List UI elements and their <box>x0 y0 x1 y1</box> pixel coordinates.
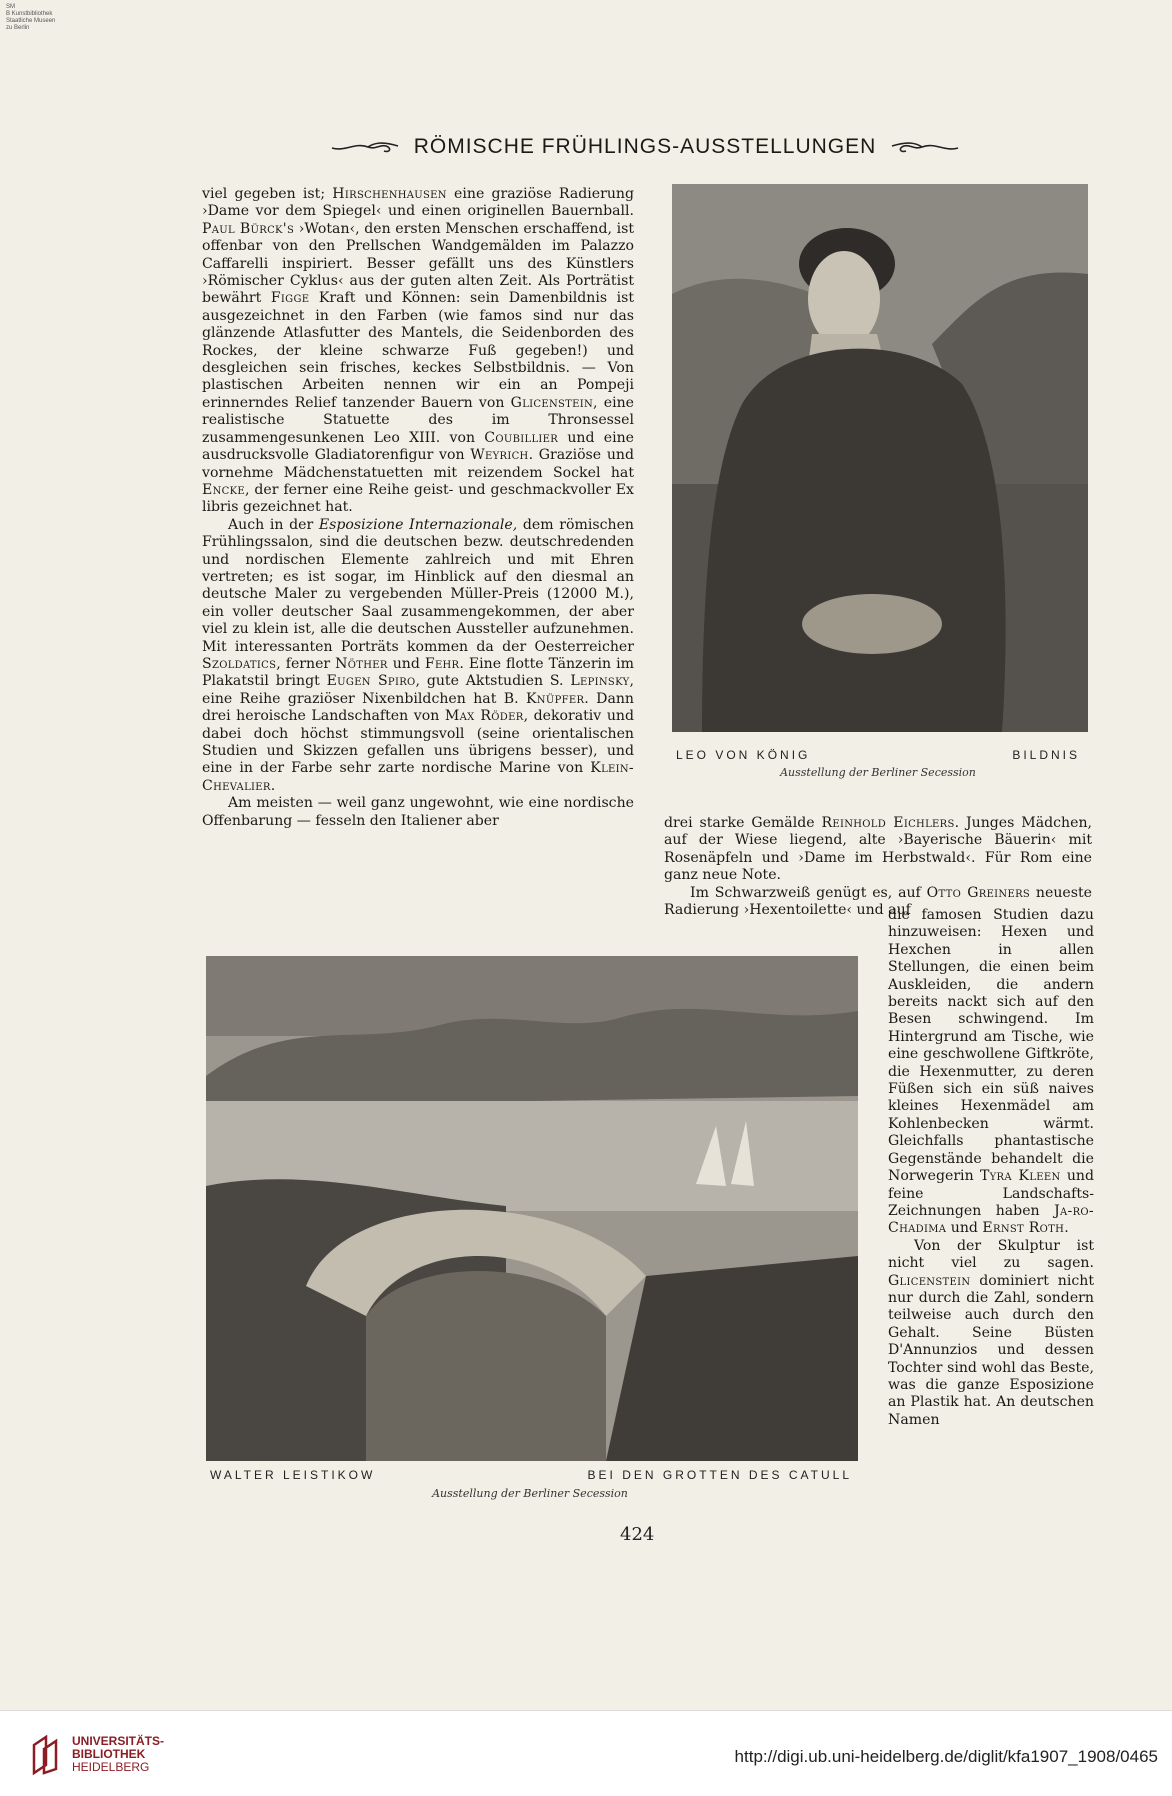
page-number: 424 <box>620 1524 655 1545</box>
name-smallcaps: Klein-Chevalier <box>202 760 634 794</box>
landscape-painting <box>206 956 858 1461</box>
left-flourish-icon <box>330 138 400 156</box>
landscape-exhibit: Ausstellung der Berliner Secession <box>432 1487 628 1500</box>
paragraph: drei starke Gemälde Reinhold Eichlers. Junges Mädchen, auf der Wiese liegend, alte ›Bayerische Bäuerin‹ mit Rosenäpfeln und ›Dame im Herbstwald‹. Für Rom eine ganz neue Note. <box>664 815 1092 884</box>
library-stamp <box>6 4 76 32</box>
landscape-artist: WALTER LEISTIKOW <box>210 1468 376 1482</box>
name-smallcaps: Max Röder <box>444 708 524 725</box>
name-smallcaps: Encke <box>202 481 245 498</box>
name-smallcaps: Ernst Roth <box>982 1220 1065 1237</box>
source-url-link[interactable]: http://digi.ub.uni-heidelberg.de/diglit/kfa1907_1908/0465 <box>734 1747 1158 1766</box>
stamp-line: SM <box>6 4 15 10</box>
name-smallcaps: Ja-ro-Chadima <box>888 1202 1094 1237</box>
portrait-image <box>672 184 1088 732</box>
paragraph: Von der Skulptur ist nicht viel zu sagen. Glicenstein dominiert nicht nur durch die Zahl, sondern teilweise auch durch den Gehalt. Seine Büsten D'Annunzios und dessen Tochter sind wohl das Beste, was die ganze Esposizione an Plastik hat. An deutschen Namen <box>888 1237 1094 1428</box>
page-title: RÖMISCHE FRÜHLINGS-AUSSTELLUNGEN <box>413 135 877 158</box>
portrait-artist: LEO VON KÖNIG <box>676 748 811 762</box>
running-header <box>280 132 1010 162</box>
logo-line: UNIVERSITÄTS- <box>72 1734 165 1748</box>
name-smallcaps: Fehr <box>424 655 460 672</box>
landscape-title: BEI DEN GROTTEN DES CATULL <box>587 1468 852 1482</box>
name-smallcaps: Glicenstein <box>510 394 594 411</box>
name-smallcaps: Nöther <box>335 655 388 672</box>
italic-phrase: Esposizione Internazionale, <box>318 516 518 533</box>
name-smallcaps: Figge <box>270 290 310 307</box>
right-flourish-icon <box>890 138 960 156</box>
name-smallcaps: Otto Greiners <box>926 884 1031 901</box>
landscape-image <box>206 956 858 1461</box>
landscape-caption <box>210 1468 852 1482</box>
narrow-text-column <box>888 907 1094 1429</box>
logo-line: HEIDELBERG <box>72 1760 150 1774</box>
name-smallcaps: Lepinsky <box>570 673 630 690</box>
portrait-exhibit: Ausstellung der Berliner Secession <box>780 766 976 779</box>
logo-line: BIBLIOTHEK <box>72 1747 146 1761</box>
library-logo-icon <box>30 1733 66 1777</box>
name-smallcaps: Weyrich <box>470 447 529 464</box>
name-smallcaps: Glicenstein <box>888 1272 971 1289</box>
name-smallcaps: Coubillier <box>484 429 559 446</box>
portrait-caption <box>676 748 1080 762</box>
name-smallcaps: Eugen Spiro <box>326 673 416 690</box>
stamp-line: Staatliche Museen <box>6 18 56 24</box>
footer-bar <box>0 1710 1172 1796</box>
name-smallcaps: Szoldatics <box>202 655 277 672</box>
paragraph: viel gegeben ist; Hirschenhausen eine graziöse Radierung ›Dame vor dem Spiegel‹ und einen originellen Bauernball. Paul Bürck's ›Wotan‹, den ersten Menschen erschaffend, ist offenbar von den Prellschen Wandgemälden im Palazzo Caffarelli inspiriert. Besser gefällt uns des Künstlers ›Römischer Cyklus‹ aus der guten alten Zeit. Als Porträtist bewährt Figge Kraft und Können: sein Damenbildnis ist ausgezeichnet in den Farben (wie famos sind nur das glänzende Atlasfutter des Mantels, die Seidenborden des Rockes, der kleine schwarze Fuß gegeben!) und desgleichen sein frisches, keckes Selbstbildnis. — Von plastischen Arbeiten nennen wir ein an Pompeji erinnerndes Relief tanzender Bauern von Glicenstein, eine realistische Statuette des im Thronsessel zusammengesunkenen Leo XIII. von Coubillier und eine ausdrucksvolle Gladiatorenfigur von Weyrich. Graziöse und vornehme Mädchenstatuetten mit reizendem Sockel hat Encke, der ferner eine Reihe geist- und geschmackvoller Ex libris gezeichnet hat. <box>202 186 635 516</box>
name-smallcaps: Hirschenhausen <box>332 186 447 202</box>
portrait-title: BILDNIS <box>1012 748 1080 762</box>
paragraph: die famosen Studien dazu hinzuweisen: Hexen und Hexchen in allen Stellungen, die einen beim Auskleiden, die andern bereits nackt sich auf den Besen schwingend. Im Hintergrund am Tische, wie eine geschwollene Giftkröte, die Hexenmutter, zu deren Füßen sich ein süß naives kleines Hexenmädel am Kohlenbecken wärmt. Gleichfalls phantastische Gegenstände behandelt die Norwegerin Tyra Kleen und feine Landschafts-Zeichnungen haben Ja-ro-Chadima und Ernst Roth. <box>888 907 1095 1237</box>
name-smallcaps: Knüpfer <box>525 690 585 707</box>
paragraph: Im Schwarzweiß genügt es, auf Otto Greiners neueste Radierung ›Hexentoilette‹ und auf <box>664 884 1092 919</box>
paragraph: Auch in der Esposizione Internazionale, dem römischen Frühlingssalon, sind die deutschen bezw. deutschredenden und nordischen Elemente zahlreich und mit Ehren vertreten; es ist sogar, im Hinblick auf den diesmal an deutsche Maler zu vergebenden Müller-Preis (12000 M.), ein voller deutscher Saal zusammengekommen, der aber viel zu klein ist, alle die deutschen Aussteller aufzunehmen. Mit interessanten Porträts kommen da der Oesterreicher Szoldatics, ferner Nöther und Fehr. Eine flotte Tänzerin im Plakatstil bringt Eugen Spiro, gute Aktstudien S. Lepinsky, eine Reihe graziöser Nixenbildchen hat B. Knüpfer. Dann drei heroische Landschaften von Max Röder, dekorativ und dabei doch höchst stimmungsvoll (seine orientalischen Studien und Skizzen gefallen uns übrigens besser), und eine in der Farbe sehr zarte nordische Marine von Klein-Chevalier. <box>202 516 635 794</box>
paragraph: Am meisten — weil ganz ungewohnt, wie eine nordische Offenbarung — fesseln den Italiener aber <box>202 795 634 829</box>
name-smallcaps: Paul Bürck's <box>202 220 295 237</box>
library-logo-text <box>72 1735 164 1774</box>
name-smallcaps: Tyra Kleen <box>979 1168 1061 1185</box>
right-text-column <box>664 815 1092 919</box>
stamp-line: B Kunstbibliothek <box>6 11 53 17</box>
portrait-painting <box>672 184 1088 732</box>
stamp-line: zu Berlin <box>6 25 30 31</box>
left-text-column <box>202 186 634 830</box>
name-smallcaps: Reinhold Eichlers <box>821 815 955 831</box>
